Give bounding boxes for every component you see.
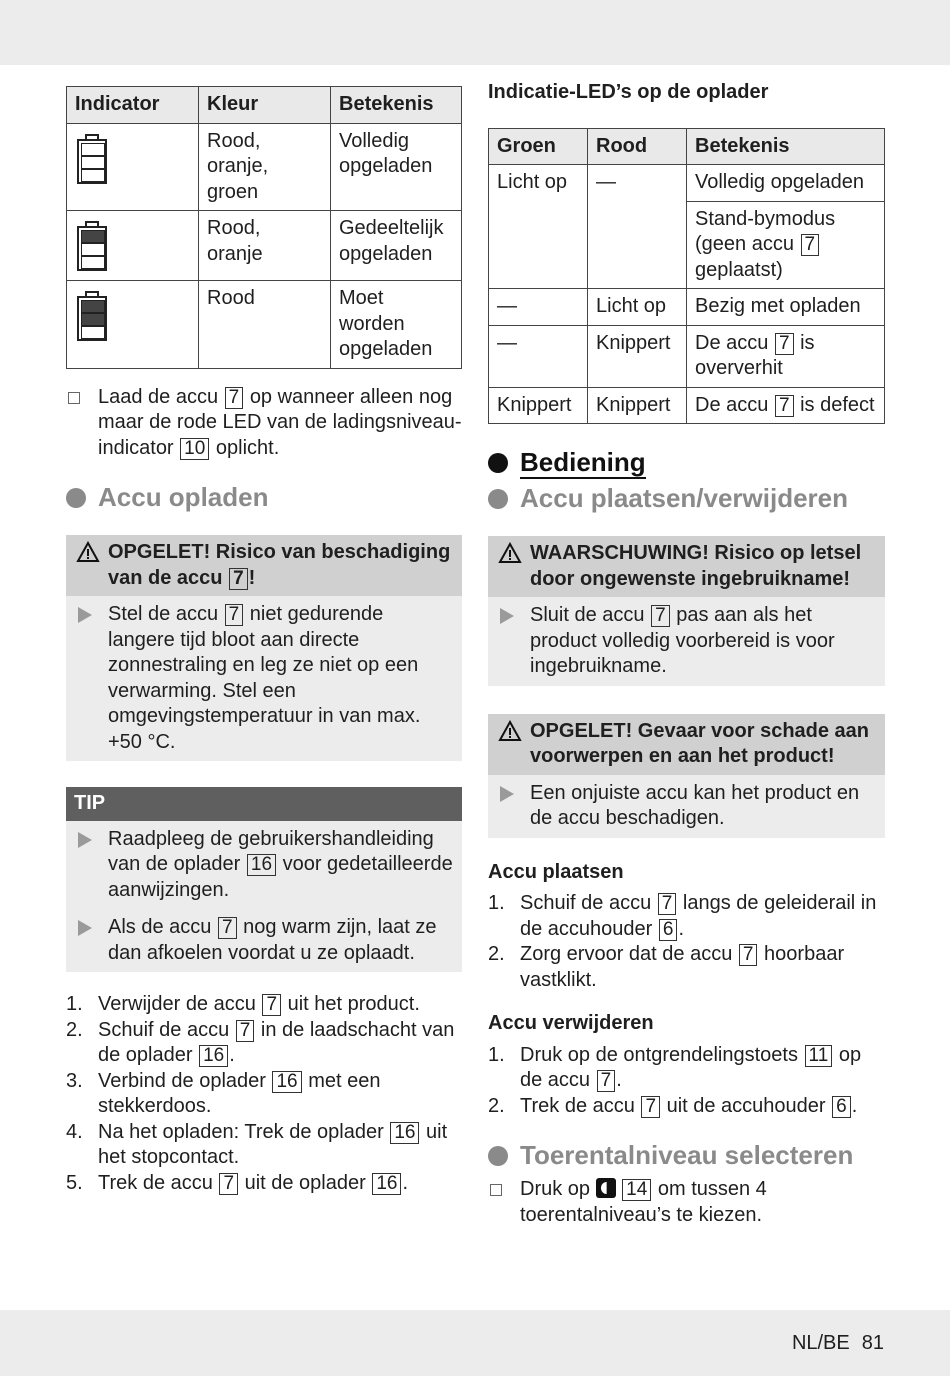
step-text: Verbind de oplader bbox=[98, 1069, 266, 1092]
right-column bbox=[488, 80, 885, 1228]
table-row bbox=[67, 281, 462, 369]
list-item bbox=[66, 992, 462, 1018]
tip-text: nog warm zijn, laat ze dan afkoelen voordat u ze oplaadt. bbox=[108, 916, 437, 964]
tip-text: voor gedetailleerde aanwijzingen. bbox=[108, 853, 453, 901]
section-heading-bediening bbox=[488, 446, 885, 478]
cell-text: De accu bbox=[695, 331, 769, 354]
note-text: oplicht. bbox=[215, 436, 280, 459]
step-text: Schuif de accu bbox=[98, 1018, 230, 1041]
heading-text: Bediening bbox=[520, 447, 646, 477]
section-heading-accu-opladen bbox=[66, 481, 462, 513]
table-cell: Bezig met opladen bbox=[687, 289, 885, 326]
warning-text: niet gedurende langere tijd bloot aan directe zonnestraling en leg ze niet op een verwarming. Stel een omgevingstemperatuur in van max. +50 °C. bbox=[108, 603, 421, 753]
table-cell: Knippert bbox=[489, 387, 588, 424]
note-text: op wanneer alleen nog maar de rode LED van de ladingsniveau-indicator bbox=[98, 385, 462, 459]
part-reference: 16 bbox=[199, 1045, 228, 1067]
step-text: Druk op de ontgrendelingstoets bbox=[520, 1043, 798, 1066]
tip-item bbox=[66, 909, 462, 972]
part-reference: 14 bbox=[622, 1179, 651, 1201]
table-cell: Volledig opgeladen bbox=[687, 165, 885, 202]
step-text: uit de accuhouder bbox=[666, 1094, 826, 1117]
warning-item bbox=[488, 775, 885, 838]
table-cell: Gedeeltelijk opgeladen bbox=[331, 211, 462, 281]
section-heading-accu-plaatsen bbox=[488, 482, 885, 514]
warning-triangle-icon bbox=[498, 720, 522, 742]
battery-full-icon bbox=[77, 134, 107, 186]
part-reference: 7 bbox=[225, 604, 244, 626]
part-reference: 6 bbox=[832, 1096, 851, 1118]
table-cell: — bbox=[588, 165, 687, 289]
subheading-accu-verwijderen: Accu verwijderen bbox=[488, 1012, 654, 1034]
step-text: uit het stopcontact. bbox=[98, 1120, 448, 1168]
table-row bbox=[67, 211, 462, 281]
tip-text: Als de accu bbox=[108, 916, 212, 938]
remove-steps-list bbox=[488, 1043, 885, 1120]
table-row bbox=[489, 387, 885, 424]
warning-text: pas aan als het product volledig voorbereid is voor ingebruikname. bbox=[530, 604, 835, 677]
section-heading-toerental bbox=[488, 1139, 885, 1171]
step-text: Na het opladen: Trek de oplader bbox=[98, 1120, 384, 1143]
checkbox-icon bbox=[490, 1184, 502, 1196]
note-text: Laad de accu bbox=[98, 385, 219, 408]
table-row bbox=[67, 123, 462, 211]
bullet-dot-icon bbox=[488, 489, 508, 509]
table-cell: — bbox=[489, 289, 588, 326]
part-reference: 10 bbox=[180, 438, 209, 460]
step-text: . bbox=[678, 917, 685, 940]
page-footer bbox=[792, 1331, 884, 1357]
part-reference: 7 bbox=[219, 1173, 238, 1195]
arrow-bullet-icon bbox=[78, 832, 92, 848]
warning-title bbox=[66, 535, 462, 596]
step-text: . bbox=[616, 1069, 622, 1091]
part-reference: 16 bbox=[390, 1122, 419, 1144]
table-header-cell: Indicator bbox=[67, 87, 199, 124]
table-cell: Volledig opgeladen bbox=[331, 123, 462, 211]
step-number: 2. bbox=[488, 943, 505, 965]
note-text: Druk op bbox=[520, 1178, 591, 1200]
step-text: uit de oplader bbox=[244, 1171, 366, 1194]
table-cell bbox=[687, 325, 885, 387]
table-cell bbox=[687, 387, 885, 424]
step-number: 1. bbox=[66, 993, 83, 1015]
step-text: . bbox=[402, 1171, 409, 1194]
part-reference: 7 bbox=[597, 1070, 616, 1092]
step-number: 4. bbox=[66, 1120, 83, 1143]
tip-box bbox=[66, 787, 462, 972]
cell-text: is oververhit bbox=[695, 331, 815, 379]
step-text: langs de geleiderail in de accuhouder bbox=[520, 892, 877, 940]
step-text: Trek de accu bbox=[98, 1171, 213, 1194]
subheading-accu-plaatsen: Accu plaatsen bbox=[488, 860, 624, 883]
led-table-title: Indicatie-LED’s op de oplader bbox=[488, 81, 769, 103]
step-text: Verwijder de accu bbox=[98, 993, 256, 1015]
list-item bbox=[66, 1018, 462, 1069]
part-reference: 7 bbox=[262, 994, 281, 1016]
warning-box-damage bbox=[66, 535, 462, 761]
step-text: uit het product. bbox=[287, 993, 420, 1015]
table-header-cell: Betekenis bbox=[687, 128, 885, 165]
note-text: om tussen 4 toerentalniveau’s te kiezen. bbox=[520, 1178, 767, 1226]
heading-text: Accu opladen bbox=[98, 482, 269, 512]
table-header-cell: Betekenis bbox=[331, 87, 462, 124]
step-text: met een stekkerdoos. bbox=[98, 1069, 381, 1117]
arrow-bullet-icon bbox=[78, 607, 92, 623]
bullet-dot-icon bbox=[488, 453, 508, 473]
table-cell: Knippert bbox=[588, 325, 687, 387]
cell-text: Stand-bymodus (geen accu bbox=[695, 207, 836, 255]
part-reference: 7 bbox=[225, 387, 244, 409]
arrow-bullet-icon bbox=[500, 786, 514, 802]
charge-steps-list bbox=[66, 992, 462, 1196]
part-reference: 7 bbox=[801, 234, 820, 256]
table-row bbox=[489, 165, 885, 202]
indicator-cell bbox=[67, 211, 199, 281]
step-number: 3. bbox=[66, 1069, 83, 1092]
list-item bbox=[66, 1171, 462, 1197]
warning-title-text: WAARSCHUWING! Risico op letsel door ongewenste ingebruikname! bbox=[530, 542, 862, 590]
warning-title-text: OPGELET! Gevaar voor schade aan voorwerpen en aan het product! bbox=[530, 719, 870, 767]
table-cell: Rood, oranje, groen bbox=[199, 123, 331, 211]
charge-note bbox=[66, 385, 462, 462]
step-text: Schuif de accu bbox=[520, 892, 652, 914]
list-item bbox=[66, 1120, 462, 1171]
table-cell: Licht op bbox=[489, 165, 588, 289]
cell-text: geplaatst) bbox=[695, 258, 783, 281]
table-header-cell: Groen bbox=[489, 128, 588, 165]
table-header-row bbox=[67, 87, 462, 124]
step-number: 2. bbox=[488, 1094, 505, 1117]
step-text: . bbox=[229, 1044, 235, 1066]
table-cell: Knippert bbox=[588, 387, 687, 424]
indicator-cell bbox=[67, 281, 199, 369]
warning-triangle-icon bbox=[76, 541, 100, 563]
step-text: hoorbaar vastklikt. bbox=[520, 943, 845, 991]
part-reference: 6 bbox=[659, 919, 678, 941]
tip-item bbox=[66, 821, 462, 910]
checkbox-icon bbox=[68, 392, 80, 404]
part-reference: 16 bbox=[247, 854, 276, 876]
warning-triangle-icon bbox=[498, 542, 522, 564]
table-cell bbox=[687, 201, 885, 289]
warning-box-injury bbox=[488, 536, 885, 686]
part-reference: 11 bbox=[805, 1045, 833, 1067]
bullet-dot-icon bbox=[488, 1146, 508, 1166]
warning-title-text: ! bbox=[248, 566, 256, 589]
battery-low-icon bbox=[77, 291, 107, 343]
footer-language: NL/BE bbox=[791, 1332, 850, 1354]
part-reference: 7 bbox=[739, 944, 758, 966]
led-table bbox=[488, 128, 885, 425]
table-header-cell: Rood bbox=[588, 128, 687, 165]
cell-text: De accu bbox=[695, 393, 769, 416]
step-text: . bbox=[851, 1094, 858, 1117]
heading-text: Toerentalniveau selecteren bbox=[520, 1140, 854, 1170]
warning-text: Stel de accu bbox=[108, 603, 219, 625]
bullet-dot-icon bbox=[66, 488, 86, 508]
list-item bbox=[66, 1069, 462, 1120]
warning-item bbox=[488, 597, 885, 686]
arrow-bullet-icon bbox=[78, 920, 92, 936]
tip-items bbox=[66, 821, 462, 973]
list-item bbox=[488, 1094, 885, 1120]
table-cell: Rood bbox=[199, 281, 331, 369]
warning-box-property bbox=[488, 714, 885, 838]
part-reference: 7 bbox=[775, 395, 794, 417]
indicator-cell bbox=[67, 123, 199, 211]
left-column bbox=[66, 86, 462, 1196]
part-reference: 7 bbox=[641, 1096, 660, 1118]
warning-text: Een onjuiste accu kan het product en de accu beschadigen. bbox=[530, 781, 860, 829]
insert-steps-list bbox=[488, 891, 885, 993]
table-header-cell: Kleur bbox=[199, 87, 331, 124]
table-cell: Licht op bbox=[588, 289, 687, 326]
step-number: 5. bbox=[66, 1171, 83, 1194]
table-row bbox=[489, 325, 885, 387]
step-text: Trek de accu bbox=[520, 1094, 635, 1117]
page-header-band bbox=[0, 0, 950, 65]
part-reference: 7 bbox=[236, 1020, 255, 1042]
page-number: 81 bbox=[861, 1332, 884, 1354]
part-reference: 16 bbox=[272, 1071, 301, 1093]
list-item bbox=[488, 891, 885, 942]
part-reference: 7 bbox=[775, 333, 794, 355]
heading-text: Accu plaatsen/verwijderen bbox=[520, 483, 849, 513]
cell-text: is defect bbox=[800, 393, 875, 416]
step-number: 1. bbox=[488, 1043, 505, 1066]
list-item bbox=[488, 942, 885, 993]
warning-text: Sluit de accu bbox=[530, 604, 645, 626]
part-reference: 16 bbox=[372, 1173, 401, 1195]
speed-button-icon bbox=[596, 1178, 616, 1198]
step-text: Zorg ervoor dat de accu bbox=[520, 943, 733, 965]
battery-partial-icon bbox=[77, 221, 107, 273]
part-reference: 7 bbox=[658, 893, 677, 915]
list-item bbox=[488, 1043, 885, 1094]
tip-text: Raadpleeg de gebruikershandleiding van de oplader bbox=[108, 827, 434, 875]
table-cell: Moet worden opgeladen bbox=[331, 281, 462, 369]
step-text: in de laadschacht van de oplader bbox=[98, 1018, 455, 1066]
part-reference: 7 bbox=[651, 605, 670, 627]
warning-title bbox=[488, 714, 885, 775]
warning-item bbox=[66, 596, 462, 761]
warning-title-text: OPGELET! Risico van beschadiging van de accu bbox=[108, 541, 451, 589]
arrow-bullet-icon bbox=[500, 608, 514, 624]
table-cell: — bbox=[489, 325, 588, 387]
step-number: 1. bbox=[488, 892, 505, 914]
table-cell: Rood, oranje bbox=[199, 211, 331, 281]
table-header-row bbox=[489, 128, 885, 165]
speed-note bbox=[488, 1177, 885, 1228]
step-text: op de accu bbox=[520, 1043, 862, 1091]
indicator-table bbox=[66, 86, 462, 369]
warning-title bbox=[488, 536, 885, 597]
step-number: 2. bbox=[66, 1018, 83, 1041]
tip-label: TIP bbox=[66, 787, 462, 821]
table-row bbox=[489, 289, 885, 326]
part-reference: 7 bbox=[218, 917, 237, 939]
part-reference: 7 bbox=[229, 568, 248, 590]
